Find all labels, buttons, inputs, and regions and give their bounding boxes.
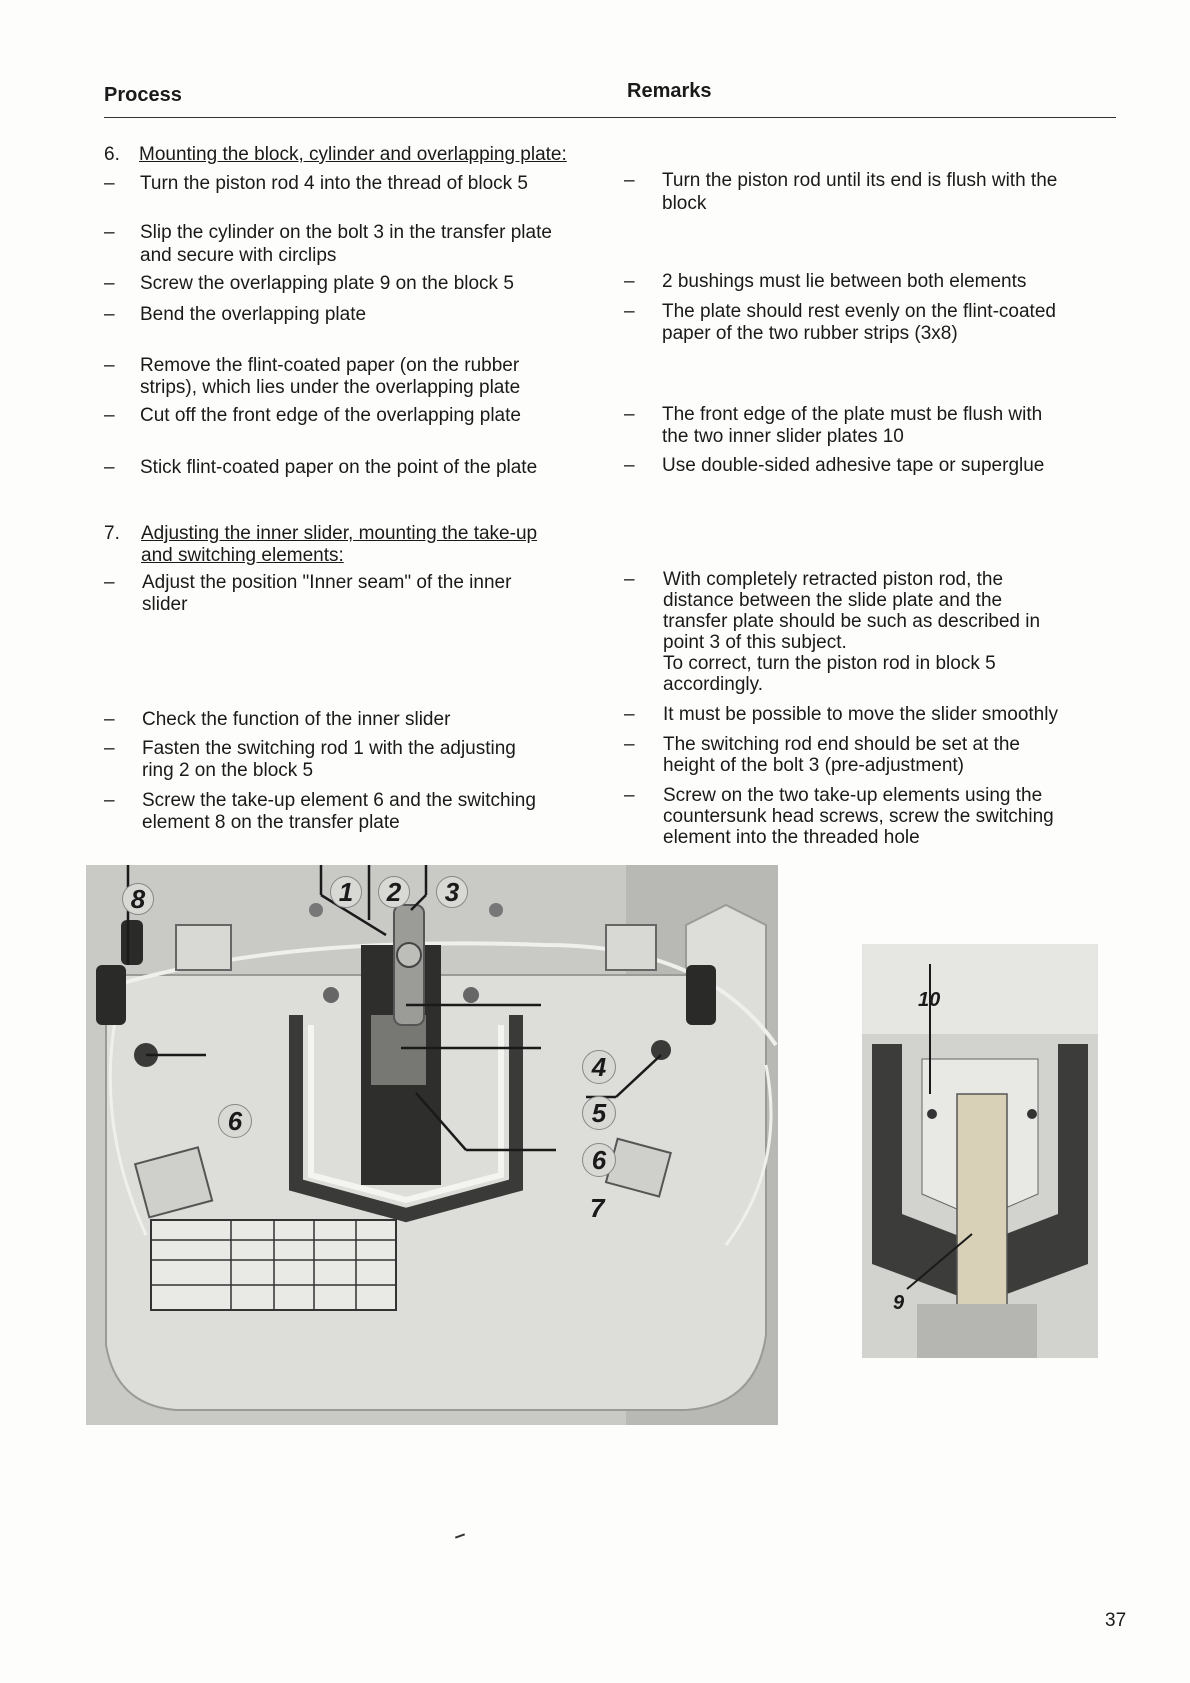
step-text: Screw the take-up element 6 and the switching <box>142 790 536 811</box>
dash: – <box>624 455 635 476</box>
dash: – <box>624 301 635 322</box>
step-text: Bend the overlapping plate <box>140 304 367 325</box>
remark-text: Turn the piston rod until its end is flush with the <box>662 170 1058 191</box>
screw <box>309 903 323 917</box>
step-text: Remove the flint-coated paper (on the rubber <box>140 355 520 376</box>
main-assembly-photo <box>86 865 778 1425</box>
overlapping-plate-9 <box>957 1094 1007 1324</box>
remark-text: block <box>662 193 707 214</box>
step-text: slider <box>142 594 188 615</box>
remark-text: To correct, turn the piston rod in block 5 <box>663 653 996 674</box>
dash: – <box>104 709 115 730</box>
detail-label-9: 9 <box>893 1292 905 1314</box>
remark-text: The plate should rest evenly on the flint-coated <box>662 301 1056 322</box>
header-rule <box>104 117 1116 118</box>
screw <box>463 987 479 1003</box>
callout-5: 5 <box>582 1096 616 1130</box>
callout-7: 7 <box>590 1193 605 1223</box>
remark-text: countersunk head screws, screw the switching <box>663 806 1054 827</box>
dash: – <box>624 271 635 292</box>
dash: – <box>624 734 635 755</box>
switching-element-8 <box>96 965 126 1025</box>
dash: – <box>104 355 115 376</box>
dash: – <box>104 572 115 593</box>
rubber-strip <box>917 1304 1037 1358</box>
dash: – <box>624 404 635 425</box>
screw <box>323 987 339 1003</box>
dash: – <box>104 273 115 294</box>
screw <box>1027 1109 1037 1119</box>
callout-2: 2 <box>378 876 410 908</box>
remark-text: paper of the two rubber strips (3x8) <box>662 323 958 344</box>
screw <box>489 903 503 917</box>
dash: – <box>104 405 115 426</box>
step-text: Cut off the front edge of the overlapping plate <box>140 405 521 426</box>
remark-text: accordingly. <box>663 674 763 695</box>
switch-knob <box>121 920 143 965</box>
dash: – <box>104 173 115 194</box>
dash: – <box>104 790 115 811</box>
remark-text: 2 bushings must lie between both elements <box>662 271 1027 292</box>
remark-text: It must be possible to move the slider smoothly <box>663 704 1058 725</box>
dash: – <box>624 569 635 590</box>
remark-text: point 3 of this subject. <box>663 632 847 653</box>
section-7-title: and switching elements: <box>141 545 344 566</box>
callout-6-right: 6 <box>582 1143 616 1177</box>
section-7-title: Adjusting the inner slider, mounting the take-up <box>141 523 538 544</box>
step-text: Slip the cylinder on the bolt 3 in the transfer plate <box>140 222 552 243</box>
callout-1: 1 <box>330 876 362 908</box>
screw <box>927 1109 937 1119</box>
column-header-process: Process <box>104 84 182 106</box>
dash: – <box>104 738 115 759</box>
step-text: Check the function of the inner slider <box>142 709 451 730</box>
take-up-element <box>606 925 656 970</box>
step-text: strips), which lies under the overlapping plate <box>140 377 521 398</box>
dash: – <box>624 785 635 806</box>
step-text: Screw the overlapping plate 9 on the block 5 <box>140 273 514 294</box>
switching-element <box>686 965 716 1025</box>
dash: – <box>104 222 115 243</box>
step-text: Turn the piston rod 4 into the thread of block 5 <box>140 173 528 194</box>
step-text: Adjust the position "Inner seam" of the inner <box>142 572 512 593</box>
remark-text: distance between the slide plate and the <box>663 590 1003 611</box>
callout-4: 4 <box>582 1050 616 1084</box>
section-7-number: 7. <box>104 523 120 544</box>
step-text: Fasten the switching rod 1 with the adjusting <box>142 738 516 759</box>
step-text: and secure with circlips <box>140 245 337 266</box>
remark-text: Screw on the two take-up elements using the <box>663 785 1043 806</box>
remark-text: Use double-sided adhesive tape or superglue <box>662 455 1045 476</box>
section-6-title: Mounting the block, cylinder and overlapping plate: <box>139 144 567 165</box>
remark-text: transfer plate should be such as described in <box>663 611 1041 632</box>
dash: – <box>104 457 115 478</box>
column-header-remarks: Remarks <box>627 80 712 102</box>
remark-text: The switching rod end should be set at the <box>663 734 1021 755</box>
remark-text: The front edge of the plate must be flush with <box>662 404 1043 425</box>
step-text: ring 2 on the block 5 <box>142 760 314 781</box>
cylinder-fitting <box>397 943 421 967</box>
dash: – <box>624 704 635 725</box>
scan-speck <box>455 1533 465 1538</box>
remark-text: element into the threaded hole <box>663 827 920 848</box>
adjustment-table <box>151 1220 396 1310</box>
callout-6-left: 6 <box>218 1104 252 1138</box>
callout-8: 8 <box>122 883 154 915</box>
dash: – <box>104 304 115 325</box>
remark-text: With completely retracted piston rod, the <box>663 569 1004 590</box>
take-up-element-6 <box>651 1040 671 1060</box>
callout-3: 3 <box>436 876 468 908</box>
detail-label-10: 10 <box>918 989 941 1011</box>
step-text: Stick flint-coated paper on the point of the plate <box>140 457 538 478</box>
dash: – <box>624 170 635 191</box>
remark-text: the two inner slider plates 10 <box>662 426 904 447</box>
take-up-element <box>176 925 231 970</box>
page-number: 37 <box>1105 1610 1127 1631</box>
step-text: element 8 on the transfer plate <box>142 812 400 833</box>
section-6-number: 6. <box>104 144 120 165</box>
remark-text: height of the bolt 3 (pre-adjustment) <box>663 755 965 776</box>
